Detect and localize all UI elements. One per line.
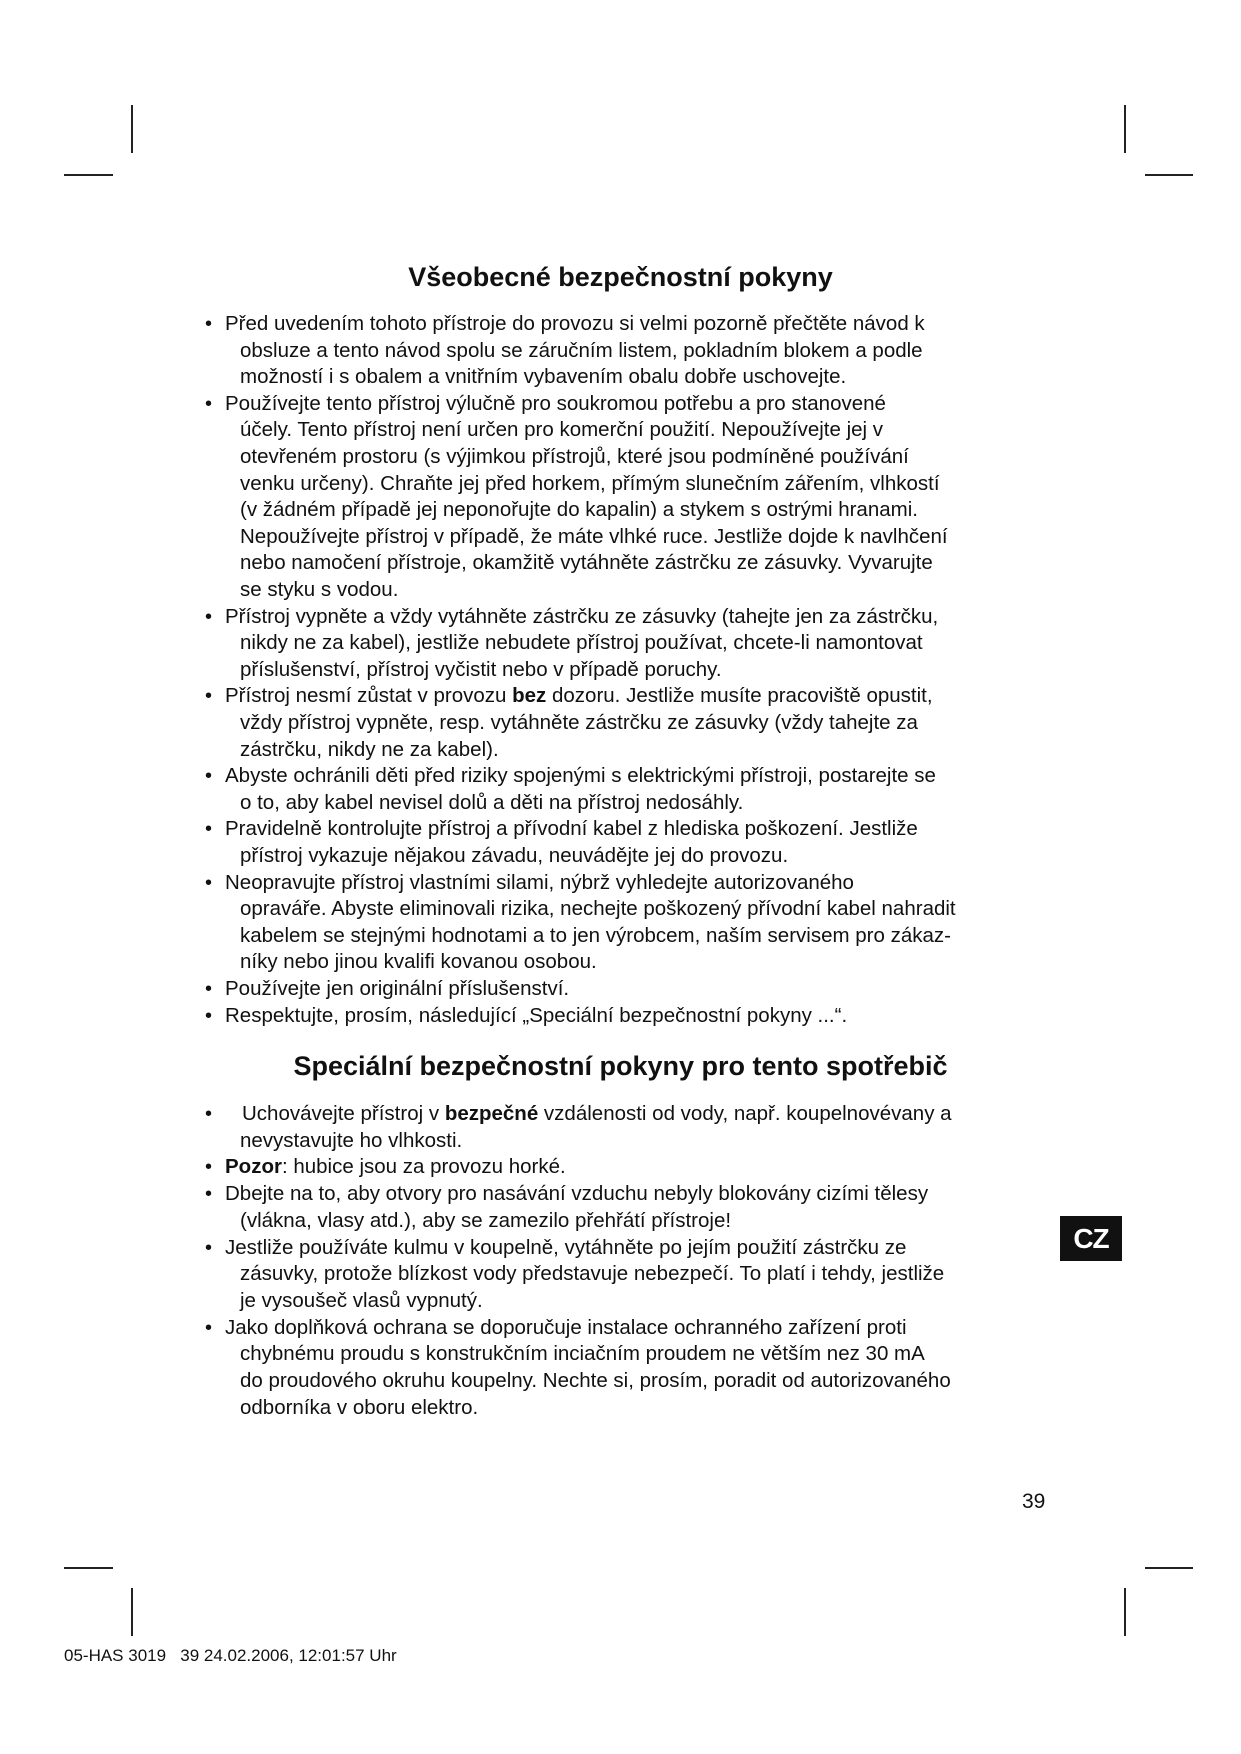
list-item-line: o to, aby kabel nevisel dolů a děti na přístroj nedosáhly. xyxy=(240,790,744,814)
list-item-line: nevystavujte ho vlhkosti. xyxy=(240,1128,463,1152)
bullet-icon: • xyxy=(205,818,213,841)
crop-mark xyxy=(131,1588,133,1636)
list-item-line: možností i s obalem a vnitřním vybavením obalu dobře uschovejte. xyxy=(240,365,847,389)
list-item-line xyxy=(225,683,933,709)
bullet-icon: • xyxy=(205,871,213,894)
section-title-special-safety: Speciální bezpečnostní pokyny pro tento spotřebič xyxy=(293,1051,948,1081)
bullet-icon: • xyxy=(205,1183,213,1206)
list-item-line: nikdy ne za kabel), jestliže nebudete přístroj používat, chcete-li namontovat xyxy=(240,631,923,655)
list-item-line: Neopravujte přístroj vlastními silami, nýbrž vyhledejte autorizovaného xyxy=(225,870,854,894)
bullet-icon: • xyxy=(205,392,213,415)
list-item-line: Používejte tento přístroj výlučně pro soukromou potřebu a pro stanovené xyxy=(225,391,886,415)
text-segment: vzdálenosti od vody, např. koupelnovévany a xyxy=(538,1102,952,1125)
crop-mark xyxy=(1124,1588,1126,1636)
text-segment: Přístroj nesmí zůstat v provozu xyxy=(225,684,513,708)
list-item-line: níky nebo jinou kvalifi kovanou osobou. xyxy=(240,950,597,974)
page-number: 39 xyxy=(1022,1490,1046,1513)
text-segment: Uchovávejte přístroj v xyxy=(242,1102,445,1125)
bullet-icon: • xyxy=(205,978,213,1000)
list-item-line: se styku s vodou. xyxy=(240,578,399,601)
crop-mark xyxy=(1124,105,1126,153)
list-item-line: Používejte jen originální příslušenství. xyxy=(225,977,570,1000)
list-item-line: příslušenství, přístroj vyčistit nebo v případě poruchy. xyxy=(240,657,722,681)
list-item-line: účely. Tento přístroj není určen pro komerční použití. Nepoužívejte jej v xyxy=(240,418,884,442)
bold-emphasis: bezpečné xyxy=(444,1102,539,1125)
bullet-icon: • xyxy=(205,1004,213,1027)
language-tab: CZ xyxy=(1060,1216,1122,1261)
list-item-line: nebo namočení přístroje, okamžitě vytáhněte zástrčku ze zásuvky. Vyvarujte xyxy=(240,551,933,575)
bullet-icon: • xyxy=(205,313,213,335)
list-item-line: Přístroj vypněte a vždy vytáhněte zástrčku ze zásuvky (tahejte jen za zástrčku, xyxy=(225,604,939,628)
print-footer: 05-HAS 3019 39 24.02.2006, 12:01:57 Uhr xyxy=(64,1646,397,1665)
crop-mark xyxy=(131,105,133,153)
list-item-line: zásuvky, protože blízkost vody představuje nebezpečí. To platí i tehdy, jestliže xyxy=(240,1262,945,1286)
list-item-line: do proudového okruhu koupelny. Nechte si, prosím, poradit od autorizovaného xyxy=(240,1369,951,1392)
bold-emphasis: bez xyxy=(512,684,547,708)
crop-mark xyxy=(1145,174,1193,176)
list-item-line: kabelem se stejnými hodnotami a to jen výrobcem, naším servisem pro zákaz- xyxy=(240,923,951,947)
list-item-line: obsluze a tento návod spolu se záručním listem, pokladním blokem a podle xyxy=(240,338,923,362)
text-segment: : hubice jsou za provozu horké. xyxy=(281,1155,566,1179)
crop-mark xyxy=(64,1567,113,1569)
list-item-line xyxy=(242,1101,952,1127)
list-item-line: Nepoužívejte přístroj v případě, že máte vlhké ruce. Jestliže dojde k navlhčení xyxy=(240,524,948,548)
bullet-icon: • xyxy=(205,685,213,708)
list-item-line: opraváře. Abyste eliminovali rizika, nechejte poškozený přívodní kabel nahradit xyxy=(240,897,956,921)
crop-mark xyxy=(64,174,113,176)
list-item-line: Před uvedením tohoto přístroje do provozu si velmi pozorně přečtěte návod k xyxy=(225,312,925,335)
bullet-icon: • xyxy=(205,605,213,628)
bullet-icon: • xyxy=(205,1316,213,1339)
list-item-line: chybnému proudu s konstrukčním inciačním proudem ne větším nez 30 mA xyxy=(240,1342,925,1366)
list-item-line: (v žádném případě jej neponořujte do kapalin) a stykem s ostrými hranami. xyxy=(240,498,918,522)
list-item-line: zástrčku, nikdy ne za kabel). xyxy=(240,737,499,761)
list-item-line: vždy přístroj vypněte, resp. vytáhněte zástrčku ze zásuvky (vždy tahejte za xyxy=(240,711,918,734)
bullet-icon: • xyxy=(205,1156,213,1179)
list-item-line: Dbejte na to, aby otvory pro nasávání vzduchu nebyly blokovány cizími tělesy xyxy=(225,1182,929,1206)
list-item-line: (vlákna, vlasy atd.), aby se zamezilo přehřátí přístroje! xyxy=(240,1208,732,1232)
bullet-icon: • xyxy=(205,1103,213,1125)
list-item-line: Jako doplňková ochrana se doporučuje instalace ochranného zařízení proti xyxy=(225,1315,907,1339)
crop-mark xyxy=(1145,1567,1193,1569)
list-item-line xyxy=(225,1154,566,1180)
list-item-line: otevřeném prostoru (s výjimkou přístrojů, které jsou podmíněné používání xyxy=(240,445,909,468)
list-item-line: Pravidelně kontrolujte přístroj a přívodní kabel z hlediska poškození. Jestliže xyxy=(225,817,918,841)
bullet-icon: • xyxy=(205,1236,213,1259)
list-item-line: Jestliže používáte kulmu v koupelně, vytáhněte po jejím použití zástrčku ze xyxy=(225,1235,907,1259)
bold-emphasis: Pozor xyxy=(225,1155,282,1179)
list-item-line: je vysoušeč vlasů vypnutý. xyxy=(240,1288,483,1312)
list-item-line: Respektujte, prosím, následující „Speciální bezpečnostní pokyny ...“. xyxy=(225,1003,848,1027)
list-item-line: přístroj vykazuje nějakou závadu, neuvádějte jej do provozu. xyxy=(240,844,789,867)
section-title-general-safety: Všeobecné bezpečnostní pokyny xyxy=(408,262,833,292)
list-item-line: venku určeny). Chraňte jej před horkem, přímým slunečním zářením, vlhkostí xyxy=(240,471,940,495)
list-item-line: odborníka v oboru elektro. xyxy=(240,1395,479,1419)
bullet-icon: • xyxy=(205,765,213,788)
list-item-line: Abyste ochránili děti před riziky spojenými s elektrickými přístroji, postarejte se xyxy=(225,764,936,788)
text-segment: dozoru. Jestliže musíte pracoviště opustit, xyxy=(546,684,933,708)
